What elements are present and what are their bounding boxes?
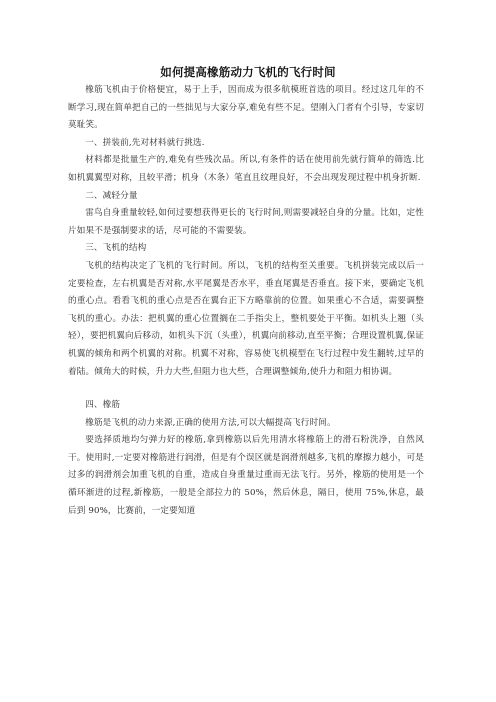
section-3-heading: 三、飞机的结构 xyxy=(85,243,147,254)
section-2-heading: 二、减轻分量 xyxy=(85,190,138,201)
section-1-paragraph: 材料都是批量生产的,难免有些残次品。所以,有条件的话在使用前先就行简单的筛选.比如机翼翼型对称，且较平滑；机身（木条）笔直且纹理良好，不会出现发现过程中机身折断. xyxy=(68,155,424,183)
intro-paragraph: 橡筋飞机由于价格便宜，易于上手，因而成为很多航模班首选的项目。经过这几年的不断学习,现在简单把自己的一些拙见与大家分享,难免有些不足。望刚入门者有个引导，专家切莫耻笑。 xyxy=(68,85,424,131)
section-1-heading: 一、拼装前,先对材料就行挑选. xyxy=(85,137,205,148)
section-4-paragraph-2: 要选择质地均匀弹力好的橡筋,拿到橡筋以后先用清水将橡筋上的滑石粉洗净，自然风干。使用时,一定要对橡筋进行润滑，但是有个误区就是润滑剂越多,飞机的摩擦力越小，可是过多的润滑剂会加重飞机的自重，造成自身重量过重而无法飞行。另外，橡筋的使用是一个循环渐进的过程,新橡筋，一般是全部拉力的 50%，然后休息，隔日，使用 75%,休息，最后到 90%，比赛前，一定要知道 xyxy=(68,435,424,516)
section-2-paragraph: 雷鸟自身重量较轻,如何过要想获得更长的飞行时间,则需要减轻自身的分量。比如，定性片如果不是强制要求的话，尽可能的不需要装。 xyxy=(68,208,424,236)
section-4-paragraph-1: 橡筋是飞机的动力来源,正确的使用方法,可以大幅提高飞行时间。 xyxy=(85,417,336,428)
section-3-paragraph: 飞机的结构决定了飞机的飞行时间。所以，飞机的结构至关重要。飞机拼装完成以后一定要检查，左右机翼是否对称,水平尾翼是否水平，垂直尾翼是否垂直。接下来，要确定飞机的重心点。看看飞机的重心点是否在翼台正下方略靠前的位置。如果重心不合适，需要调整飞机的重心。办法：把机翼的重心位置搁在二手指尖上，整机要处于平衡。如机头上翘（头轻），要把机翼向后移动，如机头下沉（头重），机翼向前移动,直至平衡；合理设置机翼,保证机翼的倾角和两个机翼的对称。机翼不对称，容易使飞机模型在飞行过程中发生翻转,过早的着陆。倾角大的时候，升力大些,但阻力也大些，合理调整倾角,使升力和阻力相协调。 xyxy=(68,260,424,377)
paragraph-gap xyxy=(68,381,424,397)
document-title: 如何提高橡筋动力飞机的飞行时间 xyxy=(160,65,336,79)
document-body xyxy=(68,82,424,520)
section-4-heading: 四、橡筋 xyxy=(85,400,121,411)
